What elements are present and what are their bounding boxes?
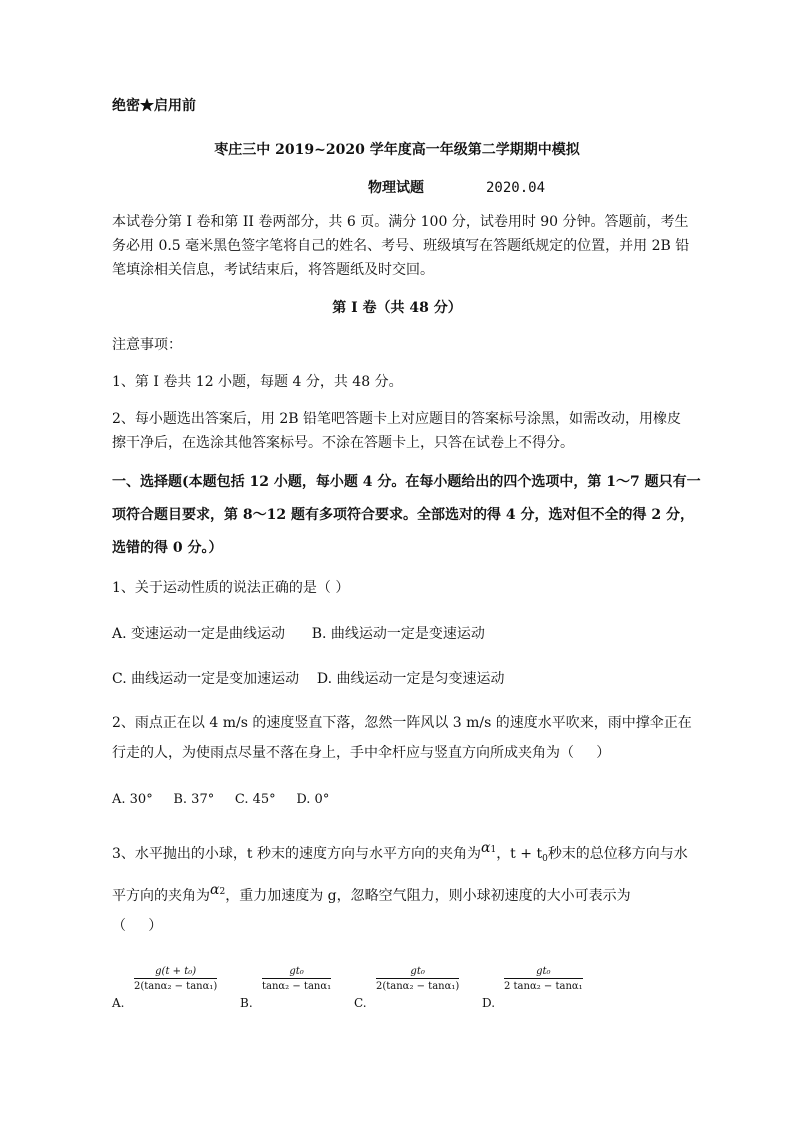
alpha1-symbol: α1 bbox=[480, 840, 497, 856]
fraction bbox=[262, 966, 331, 992]
option-label: A. bbox=[112, 996, 125, 1010]
fraction bbox=[504, 966, 583, 992]
fraction-numerator: g(t + t₀) bbox=[134, 966, 217, 979]
q3-options bbox=[112, 964, 672, 1014]
part1-instructions-line-3: 选错的得 0 分。） bbox=[112, 540, 223, 556]
fraction-denominator: 2(tanα₂ − tanα₁) bbox=[134, 981, 218, 992]
q3-stem-c: 秒末的总位移方向与水 bbox=[547, 846, 688, 862]
q3-stem-d: 平方向的夹角为 bbox=[112, 888, 210, 904]
q3-stem-line-2 bbox=[112, 882, 631, 908]
fraction-numerator: gt₀ bbox=[376, 966, 459, 979]
exam-date: 2020.04 bbox=[486, 180, 546, 196]
q3-option-a bbox=[112, 964, 247, 1014]
q3-option-b bbox=[240, 964, 352, 1014]
exam-title: 枣庄三中 2019~2020 学年度高一年级第二学期期中模拟 bbox=[214, 142, 580, 158]
alpha2-symbol: α2 bbox=[210, 882, 226, 898]
q2-stem-line-2: 行走的人，为使雨点尽量不落在身上，手中伞杆应与竖直方向所成夹角为（ ） bbox=[112, 745, 611, 761]
q2-stem-line-1: 2、雨点正在以 4 m/s 的速度竖直下落，忽然一阵风以 3 m/s 的速度水平吹来，雨中撑伞正在 bbox=[112, 715, 692, 731]
fraction bbox=[376, 966, 459, 992]
q3-stem-line-1 bbox=[112, 840, 688, 869]
fraction-denominator: tanα₂ − tanα₁ bbox=[262, 981, 332, 992]
q3-stem-a: 3、水平抛出的小球，t 秒末的速度方向与水平方向的夹角为 bbox=[112, 846, 481, 862]
intro-line-3: 笔填涂相关信息，考试结束后，将答题纸及时交回。 bbox=[112, 262, 434, 278]
fraction bbox=[134, 966, 217, 992]
fraction-numerator: gt₀ bbox=[504, 966, 583, 979]
q1-options-row-1: A. 变速运动一定是曲线运动 B. 曲线运动一定是变速运动 bbox=[112, 626, 485, 642]
note-1: 1、第 I 卷共 12 小题，每题 4 分，共 48 分。 bbox=[112, 374, 403, 390]
intro-line-2: 务必用 0.5 毫米黑色签字笔将自己的姓名、考号、班级填写在答题纸规定的位置，并用 2B 铅 bbox=[112, 238, 690, 254]
t0-subscript: 0 bbox=[542, 854, 548, 864]
q3-option-c bbox=[354, 964, 479, 1014]
q3-stem-e: ，重力加速度为 g，忽略空气阻力，则小球初速度的大小可表示为 bbox=[225, 888, 631, 904]
note-2-line-1: 2、每小题选出答案后，用 2B 铅笔吧答题卡上对应题目的答案标号涂黑，如需改动，用橡皮 bbox=[112, 411, 682, 427]
q3-answer-paren: （ ） bbox=[112, 918, 163, 934]
fraction-denominator: 2(tanα₂ − tanα₁) bbox=[376, 981, 460, 992]
option-label: D. bbox=[482, 996, 496, 1010]
option-label: C. bbox=[354, 996, 367, 1010]
part1-instructions-line-1: 一、选择题(本题包括 12 小题，每小题 4 分。在每小题给出的四个选项中，第 1～7 题只有一 bbox=[112, 474, 701, 490]
subject-title: 物理试题 bbox=[368, 180, 424, 196]
q3-option-d bbox=[482, 964, 607, 1014]
fraction-numerator: gt₀ bbox=[262, 966, 331, 979]
q1-stem: 1、关于运动性质的说法正确的是（ ） bbox=[112, 580, 350, 596]
fraction-denominator: 2 tanα₂ − tanα₁ bbox=[504, 981, 583, 992]
q1-options-row-2: C. 曲线运动一定是变加速运动 D. 曲线运动一定是匀变速运动 bbox=[112, 671, 505, 687]
q2-options: A. 30° B. 37° C. 45° D. 0° bbox=[112, 792, 330, 807]
note-2-line-2: 擦干净后，在选涂其他答案标号。不涂在答题卡上，只答在试卷上不得分。 bbox=[112, 435, 574, 451]
intro-line-1: 本试卷分第 I 卷和第 II 卷两部分，共 6 页。满分 100 分，试卷用时 90 分钟。答题前，考生 bbox=[112, 214, 689, 230]
q3-stem-b: ，t + t bbox=[496, 846, 543, 862]
option-label: B. bbox=[240, 996, 253, 1010]
notes-title: 注意事项： bbox=[112, 337, 182, 353]
secret-mark: 绝密★启用前 bbox=[112, 98, 196, 114]
section-title: 第 I 卷（共 48 分） bbox=[332, 300, 462, 316]
part1-instructions-line-2: 项符合题目要求，第 8～12 题有多项符合要求。全部选对的得 4 分，选对但不全的得 2 分， bbox=[112, 507, 694, 523]
